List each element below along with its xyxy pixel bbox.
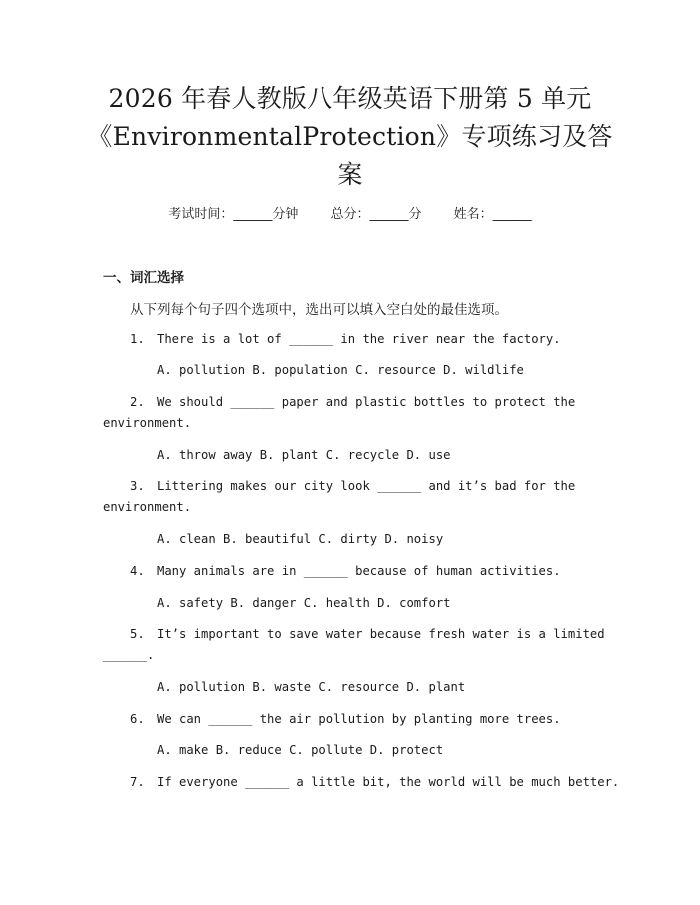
title-line-3: 案: [337, 160, 363, 189]
question-4: [103, 561, 603, 582]
exam-meta: [0, 206, 700, 224]
question-number: 2.: [130, 395, 145, 409]
question-number: 5.: [130, 627, 145, 641]
title-line-1: 2026 年春人教版八年级英语下册第 5 单元: [108, 84, 592, 113]
question-3-options: A. clean B. beautiful C. dirty D. noisy: [157, 532, 444, 546]
question-6: [103, 709, 603, 730]
question-7: [103, 772, 620, 793]
section-instruction: 从下列每个句子四个选项中，选出可以填入空白处的最佳选项。: [130, 302, 508, 318]
question-text-continued: environment.: [103, 416, 192, 430]
question-4-options: A. safety B. danger C. health D. comfort: [157, 596, 451, 610]
document-title: [60, 80, 640, 194]
question-1: [103, 329, 603, 350]
question-text: There is a lot of ______ in the river near the factory.: [157, 332, 561, 346]
question-text-continued: environment.: [103, 500, 192, 514]
question-text: If everyone ______ a little bit, the world will be much better.: [157, 775, 620, 789]
question-2-options: A. throw away B. plant C. recycle D. use: [157, 448, 451, 462]
question-5: [103, 624, 603, 666]
exam-total-score: 总分：______分: [330, 207, 422, 222]
question-number: 7.: [130, 775, 145, 789]
question-1-options: A. pollution B. population C. resource D. wildlife: [157, 363, 524, 377]
student-name: 姓名：______: [453, 207, 532, 222]
question-number: 4.: [130, 564, 145, 578]
question-3: [103, 476, 603, 518]
question-number: 3.: [130, 479, 145, 493]
question-text: It’s important to save water because fresh water is a limited: [157, 627, 605, 641]
question-6-options: A. make B. reduce C. pollute D. protect: [157, 743, 444, 757]
title-line-2: 《EnvironmentalProtection》专项练习及答: [87, 122, 613, 151]
question-text: Many animals are in ______ because of human activities.: [157, 564, 561, 578]
question-text-continued: ______.: [103, 648, 155, 662]
question-text: We should ______ paper and plastic bottles to protect the: [157, 395, 576, 409]
question-number: 6.: [130, 712, 145, 726]
question-text: Littering makes our city look ______ and it’s bad for the: [157, 479, 576, 493]
question-5-options: A. pollution B. waste C. resource D. plant: [157, 680, 466, 694]
section-heading: 一、词汇选择: [103, 270, 184, 286]
question-number: 1.: [130, 332, 145, 346]
exam-time: 考试时间：______分钟: [168, 207, 299, 222]
question-2: [103, 392, 603, 434]
question-text: We can ______ the air pollution by planting more trees.: [157, 712, 561, 726]
